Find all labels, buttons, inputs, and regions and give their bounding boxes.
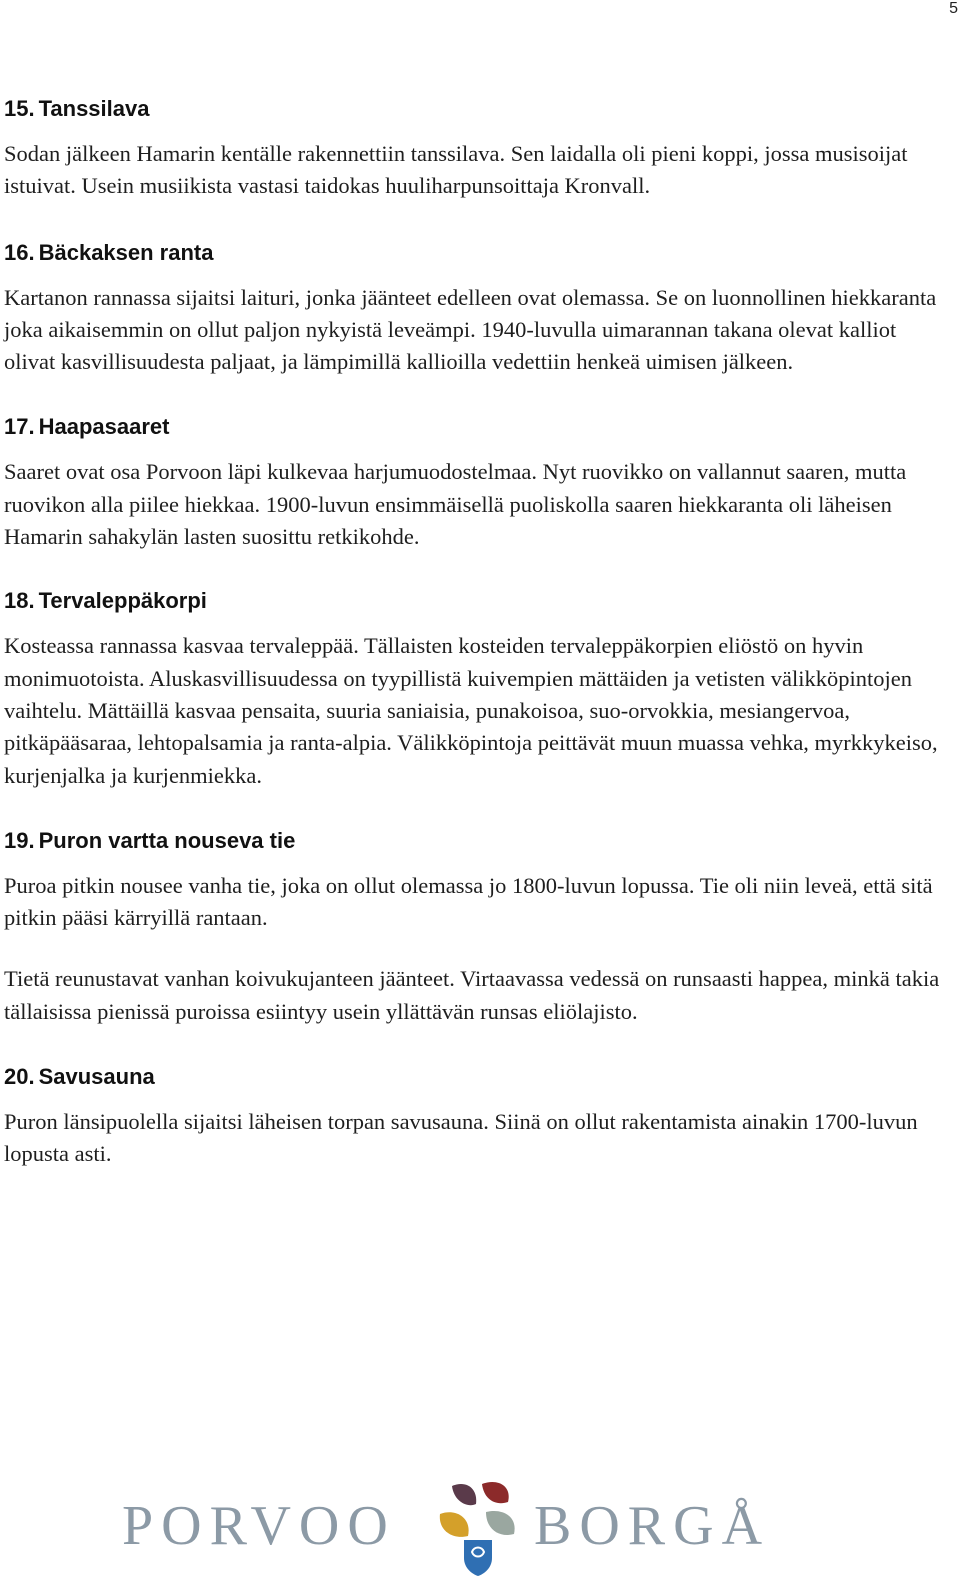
section-heading — [4, 826, 944, 856]
logo-petal-plum — [452, 1484, 476, 1505]
page-number: 5 — [949, 0, 958, 17]
document-body — [4, 94, 944, 1171]
logo-emblem-icon — [422, 1478, 532, 1578]
section-15 — [4, 94, 944, 203]
section-18 — [4, 586, 944, 791]
paragraph: Puroa pitkin nousee vanha tie, joka on ollut olemassa jo 1800-luvun lopussa. Tie oli niin leveä, että sitä pitkin pääsi kärryillä rantaan. — [4, 872, 933, 931]
section-title: Haapasaaret — [38, 414, 170, 440]
logo-text-borga: BORGÅ — [534, 1495, 771, 1557]
section-number: 15. — [4, 96, 35, 121]
logo-petal-grey — [486, 1511, 515, 1535]
section-number: 16. — [4, 239, 35, 265]
logo-text-porvoo: PORVOO — [122, 1495, 396, 1557]
section-number: 18. — [4, 588, 35, 614]
section-title: Savusauna — [38, 1064, 155, 1090]
paragraph: Sodan jälkeen Hamarin kentälle rakennettiin tanssilava. Sen laidalla oli pieni koppi, jossa musisoijat istuivat. Usein musiikista vastasi taidokas huuliharpunsoittaja Kronvall. — [4, 141, 908, 199]
logo-petal-red — [482, 1482, 509, 1503]
section-heading — [4, 238, 944, 268]
section-number: 19. — [4, 827, 35, 853]
section-heading — [4, 94, 944, 124]
section-title: Tanssilava — [38, 96, 150, 121]
section-heading — [4, 1062, 944, 1092]
section-title: Tervaleppäkorpi — [38, 588, 207, 614]
section-heading — [4, 586, 944, 616]
section-19 — [4, 826, 944, 1028]
paragraph: Puron länsipuolella sijaitsi läheisen torpan savusauna. Siinä on ollut rakentamista ainakin 1700-luvun lopusta asti. — [4, 1109, 918, 1167]
section-title: Puron vartta nouseva tie — [38, 827, 296, 853]
section-number: 20. — [4, 1064, 35, 1090]
paragraph: Kosteassa rannassa kasvaa tervaleppää. Tällaisten kosteiden tervaleppäkorpien eliöstö on hyvin monimuotoista. Aluskasvillisuudessa on tyypillistä kuivempien mättäiden ja vetisten välikköpintojen vaihtelu. Mättäillä kasvaa pensaita, suuria saniaisia, punakoisoa, suo-orvokkia, mesiangervoa, pitkäpääsaraa, lehtopalsamia ja ranta-alpia. Välikköpintoja peittävät muun muassa vehka, myrkkykeiso, kurjenjalka ja kurjenmiekka. — [4, 633, 938, 788]
section-title: Bäckaksen ranta — [38, 239, 214, 265]
section-heading — [4, 412, 944, 442]
section-number: 17. — [4, 414, 35, 440]
paragraph: Tietä reunustavat vanhan koivukujanteen jäänteet. Virtaavassa vedessä on runsaasti happea, minkä takia tällaisissa pienissä puroissa esiintyy usein yllättävän runsas eliölajisto. — [4, 966, 940, 1024]
logo-petal-gold — [440, 1512, 469, 1537]
paragraph: Kartanon rannassa sijaitsi laituri, jonka jäänteet edelleen ovat olemassa. Se on luonnollinen hiekkaranta joka aikaisemmin on ollut paljon nykyistä leveämpi. 1940-luvulla uimarannan takana olevat kalliot olivat kasvillisuudesta paljaat, ja lämpimillä kallioilla vedettiin henkeä uimisen jälkeen. — [4, 284, 937, 375]
shield-icon — [464, 1540, 492, 1576]
porvoo-borga-logo — [122, 1478, 802, 1578]
paragraph: Saaret ovat osa Porvoon läpi kulkevaa harjumuodostelmaa. Nyt ruovikko on vallannut saaren, mutta ruovikon alla piilee hiekkaa. 1900-luvun ensimmäisellä puoliskolla saaren hiekkaranta oli läheisen Hamarin sahakylän lasten suosittu retkikohde. — [4, 459, 907, 550]
section-16 — [4, 238, 944, 379]
section-17 — [4, 412, 944, 553]
section-20 — [4, 1062, 944, 1171]
